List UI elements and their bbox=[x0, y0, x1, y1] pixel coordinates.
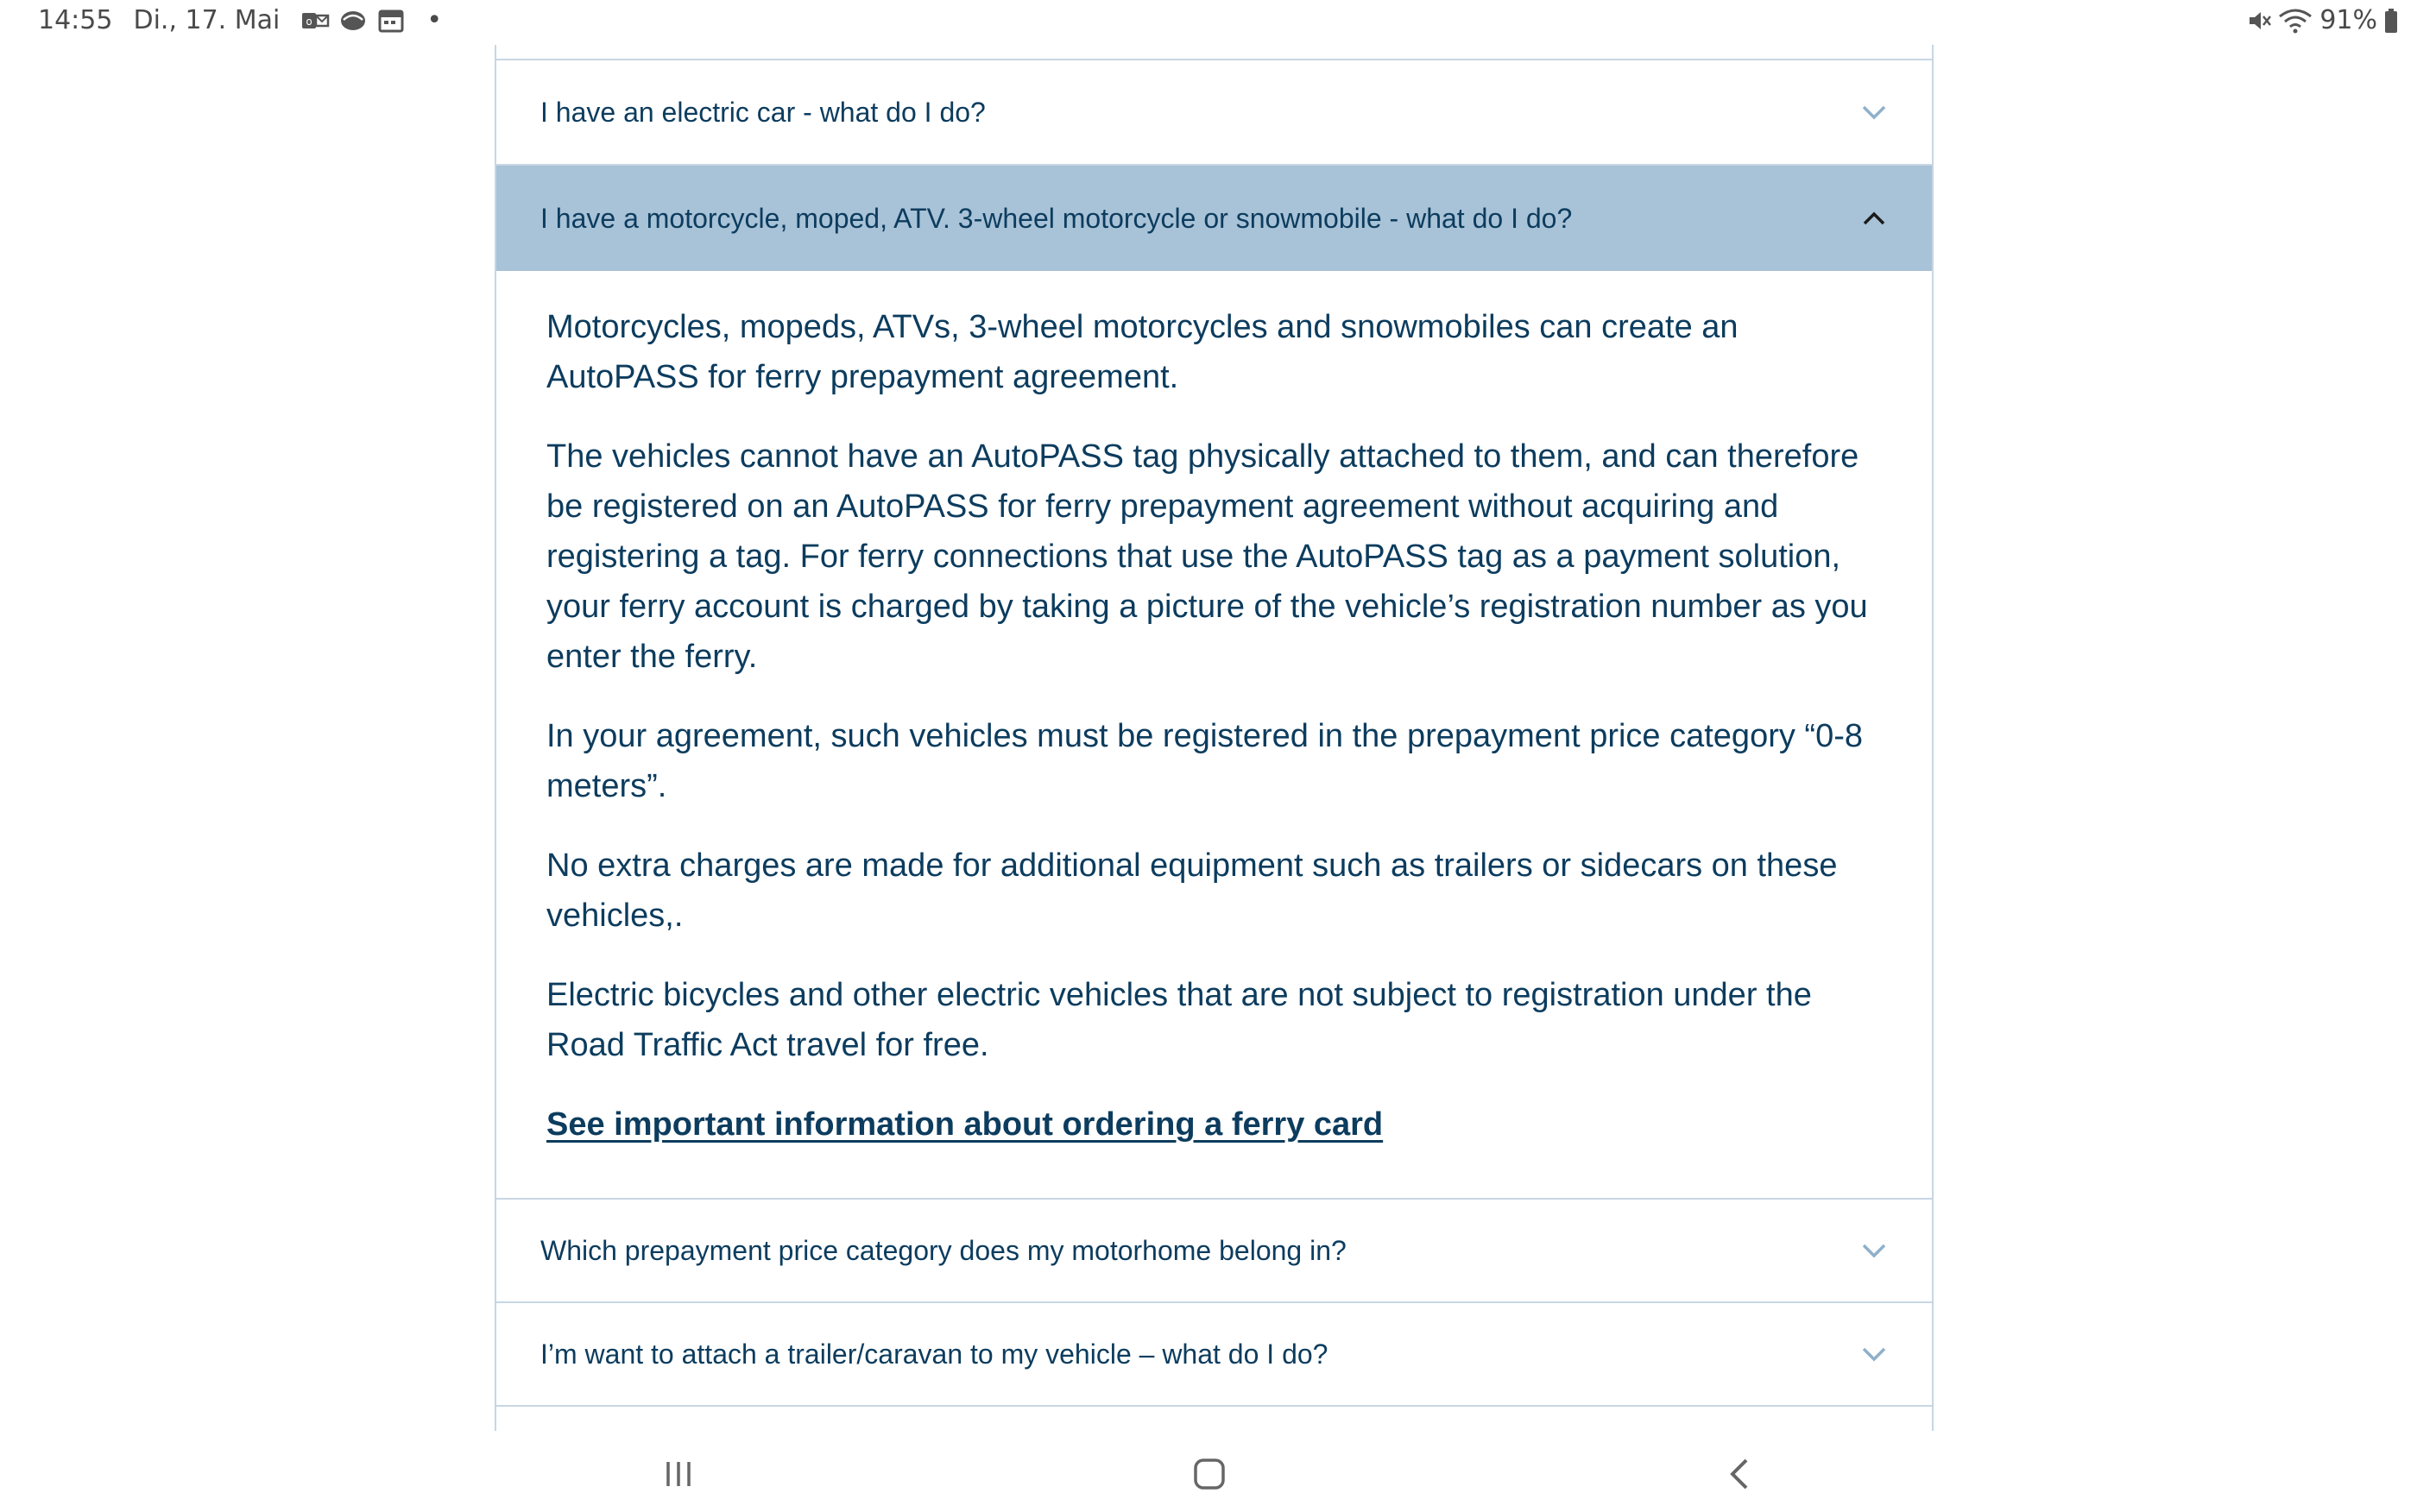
status-date: Di., 17. Mai bbox=[133, 5, 281, 35]
back-icon bbox=[1723, 1457, 1758, 1491]
answer-paragraph: In your agreement, such vehicles must be registered in the prepayment price category “0-8 meters”. bbox=[546, 718, 1863, 804]
battery-percent: 91% bbox=[2319, 5, 2377, 35]
recent-apps-icon bbox=[661, 1457, 696, 1491]
faq-item-electric-car[interactable] bbox=[496, 60, 1932, 166]
chevron-down-icon bbox=[1861, 104, 1887, 121]
faq-answer-motorcycle bbox=[496, 271, 1932, 1200]
status-time: 14:55 bbox=[38, 5, 113, 35]
faq-accordion bbox=[495, 0, 1934, 1510]
faq-item-motorcycle[interactable] bbox=[496, 166, 1932, 271]
faq-question-label: I have a motorcycle, moped, ATV. 3-wheel motorcycle or snowmobile - what do I do? bbox=[540, 202, 1573, 234]
app-bubble-icon bbox=[338, 8, 368, 34]
faq-item-motorhome[interactable] bbox=[496, 1200, 1932, 1303]
wifi-icon bbox=[2278, 8, 2313, 34]
calendar-icon bbox=[376, 8, 406, 34]
recent-apps-button[interactable] bbox=[653, 1448, 704, 1500]
mute-vibrate-icon bbox=[2245, 8, 2271, 34]
ferry-card-info-link[interactable]: See important information about ordering a ferry card bbox=[546, 1106, 1384, 1143]
status-more-dot: • bbox=[426, 5, 443, 35]
outlook-mail-icon bbox=[300, 8, 330, 34]
answer-paragraph: No extra charges are made for additional equipment such as trailers or sidecars on these vehicles,. bbox=[546, 847, 1838, 934]
svg-text:o: o bbox=[306, 15, 313, 28]
back-button[interactable] bbox=[1714, 1448, 1766, 1500]
chevron-down-icon bbox=[1861, 1345, 1887, 1363]
home-icon bbox=[1192, 1457, 1227, 1491]
battery-icon bbox=[2384, 8, 2398, 34]
chevron-down-icon bbox=[1861, 1242, 1887, 1259]
android-navigation-bar bbox=[0, 1431, 2417, 1512]
faq-question-label: Which prepayment price category does my motorhome belong in? bbox=[540, 1234, 1347, 1266]
status-bar bbox=[0, 0, 2417, 45]
faq-question-label: I have an electric car - what do I do? bbox=[540, 96, 986, 128]
answer-paragraph: The vehicles cannot have an AutoPASS tag physically attached to them, and can therefore be registered on an AutoPASS for ferry prepayment agreement without acquiring and registering a tag. For ferry connections that use the AutoPASS tag as a payment solution, your ferry account is charged by taking a picture of the vehicle’s registration number as you enter the ferry. bbox=[546, 438, 1868, 675]
answer-paragraph: Electric bicycles and other electric vehicles that are not subject to registration under the Road Traffic Act travel for free. bbox=[546, 977, 1812, 1063]
faq-question-label: I’m want to attach a trailer/caravan to my vehicle – what do I do? bbox=[540, 1338, 1328, 1370]
faq-item-trailer[interactable] bbox=[496, 1303, 1932, 1407]
answer-paragraph: Motorcycles, mopeds, ATVs, 3-wheel motorcycles and snowmobiles can create an AutoPASS for ferry prepayment agreement. bbox=[546, 309, 1739, 395]
chevron-up-icon bbox=[1861, 210, 1887, 227]
home-button[interactable] bbox=[1183, 1448, 1235, 1500]
